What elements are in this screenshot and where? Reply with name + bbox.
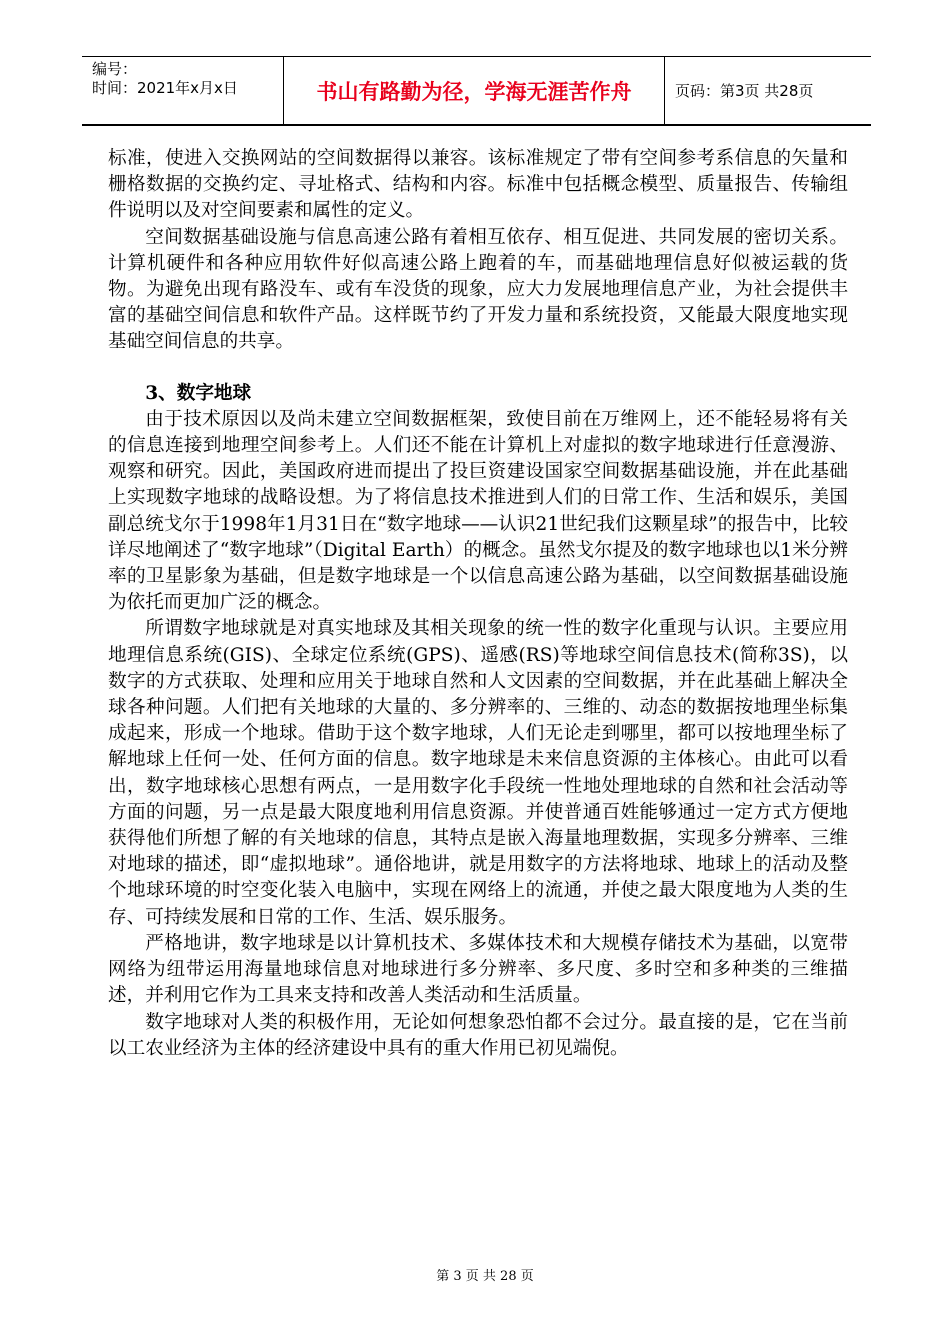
page-header [82, 56, 871, 126]
header-page-info: 页码：第3页 共28页 [675, 82, 814, 100]
page-footer: 第 3 页 共 28 页 [436, 1269, 534, 1284]
paragraph-background: 由于技术原因以及尚未建立空间数据框架，致使目前在万维网上，还不能轻易将有关的信息连接到地理空间参考上。人们还不能在计算机上对虚拟的数字地球进行任意漫游、观察和研究。因此，美国政府进而提出了投巨资建设国家空间数据基础设施，并在此基础上实现数字地球的战略设想。为了将信息技术推进到人们的日常工作、生活和娱乐，美国副总统戈尔于1998年1月31日在“数字地球——认识21世纪我们这颗星球”的报告中，比较详尽地阐述了“数字地球”（Digital Earth）的概念。虽然戈尔提及的数字地球也以1米分辨率的卫星影象为基础，但是数字地球是一个以信息高速公路为基础，以空间数据基础设施为依托而更加广泛的概念。 [108, 408, 848, 614]
section-heading-digital-earth: 3、数字地球 [145, 382, 252, 404]
document-number-label: 编号： [92, 60, 138, 78]
paragraph-strict-definition: 严格地讲，数字地球是以计算机技术、多媒体技术和大规模存储技术为基础，以宽带网络为纽带运用海量地球信息对地球进行多分辨率、多尺度、多时空和多种类的三维描述，并利用它作为工具来支持和改善人类活动和生活质量。 [108, 932, 848, 1007]
document-time: 时间：2021年x月x日 [92, 79, 238, 97]
paragraph-continuation: 标准，使进入交换网站的空间数据得以兼容。该标准规定了带有空间参考系信息的矢量和栅格数据的交换约定、寻址格式、结构和内容。标准中包括概念模型、质量报告、传输组件说明以及对空间要素和属性的定义。 [108, 148, 848, 222]
paragraph-impact: 数字地球对人类的积极作用，无论如何想象恐怕都不会过分。最直接的是，它在当前以工农业经济为主体的经济建设中具有的重大作用已初见端倪。 [108, 1011, 848, 1059]
document-body [108, 146, 848, 1062]
header-meta [82, 57, 283, 124]
paragraph-sdi: 空间数据基础设施与信息高速公路有着相互依存、相互促进、共同发展的密切关系。计算机硬件和各种应用软件好似高速公路上跑着的车，而基础地理信息好似被运载的货物。为避免出现有路没车、或有车没货的现象，应大力发展地理信息产业，为社会提供丰富的基础空间信息和软件产品。这样既节约了开发力量和系统投资，又能最大限度地实现基础空间信息的共享。 [108, 226, 848, 353]
paragraph-definition: 所谓数字地球就是对真实地球及其相关现象的统一性的数字化重现与认识。主要应用地理信息系统(GIS)、全球定位系统(GPS)、遥感(RS)等地球空间信息技术(简称3S)，以数字的方式获取、处理和应用关于地球自然和人文因素的空间数据，并在此基础上解决全球各种问题。人们把有关地球的大量的、多分辨率的、三维的、动态的数据按地理坐标集成起来，形成一个地球。借助于这个数字地球，人们无论走到哪里，都可以按地理坐标了解地球上任何一处、任何方面的信息。数字地球是未来信息资源的主体核心。由此可以看出，数字地球核心思想有两点，一是用数字化手段统一性地处理地球的自然和社会活动等方面的问题，另一点是最大限度地利用信息资源。并使普通百姓能够通过一定方式方便地获得他们所想了解的有关地球的信息，其特点是嵌入海量地理数据，实现多分辨率、三维对地球的描述，即“虚拟地球”。通俗地讲，就是用数字的方法将地球、地球上的活动及整个地球环境的时空变化装入电脑中，实现在网络上的流通，并使之最大限度地为人类的生存、可持续发展和日常的工作、生活、娱乐服务。 [108, 618, 848, 928]
header-motto: 书山有路勤为径，学海无涯苦作舟 [283, 57, 665, 124]
